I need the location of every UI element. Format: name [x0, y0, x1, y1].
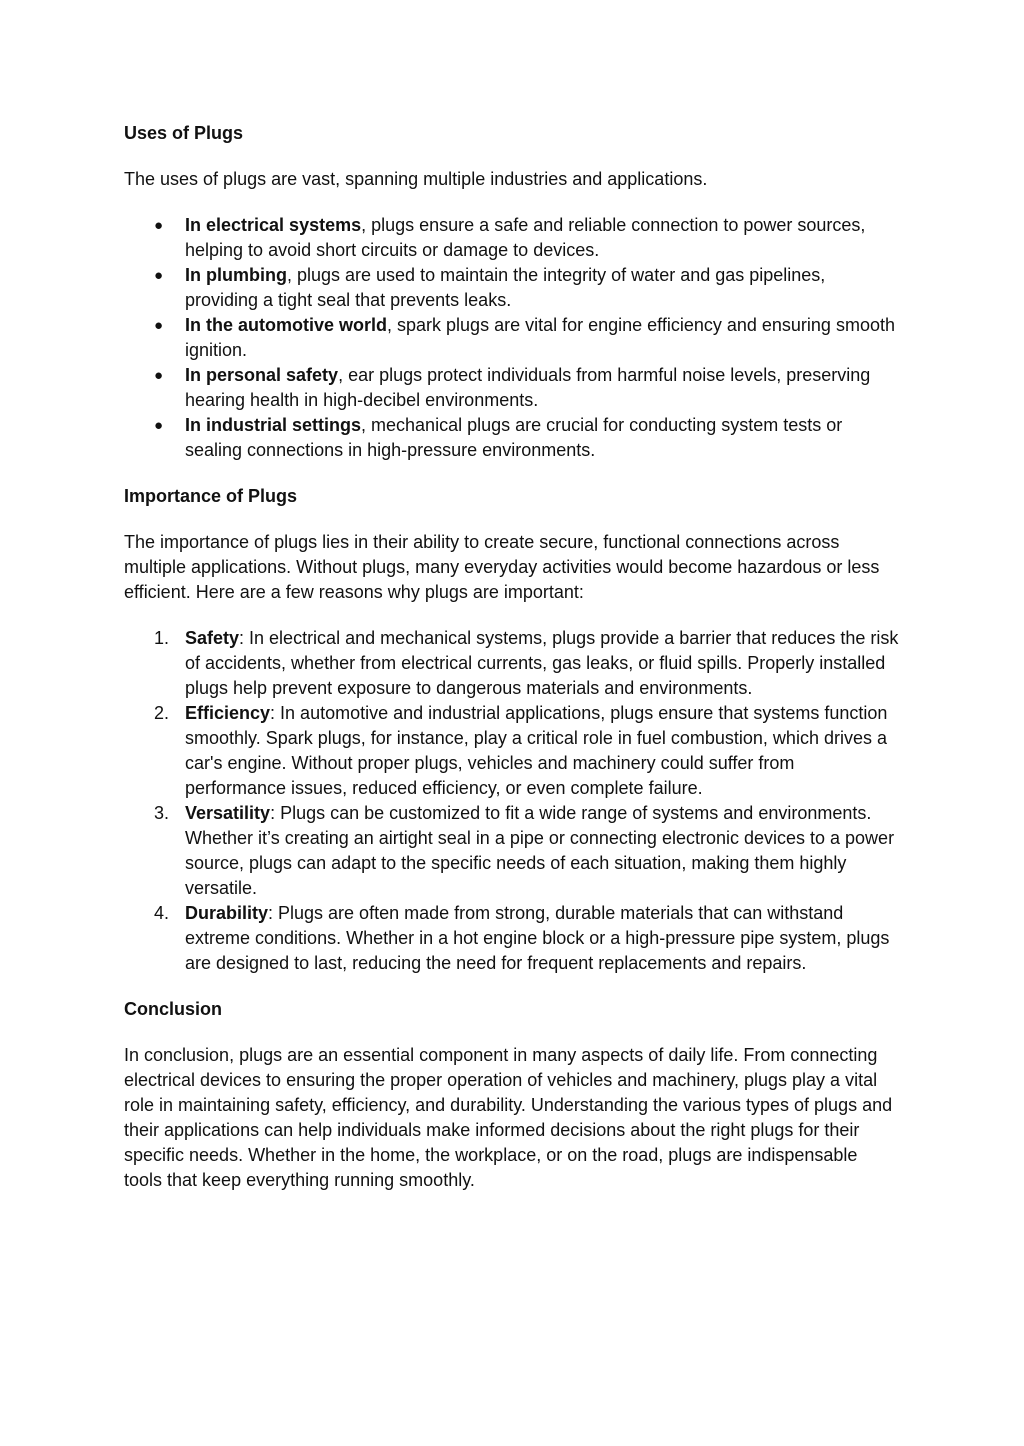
section-heading-conclusion: Conclusion — [124, 999, 222, 1019]
list-number: 4. — [154, 903, 170, 923]
list-item-bold: In industrial settings — [185, 415, 362, 435]
list-item-bold: Efficiency — [185, 703, 271, 723]
uses-intro-paragraph: The uses of plugs are vast, spanning multiple industries and applications. — [124, 169, 708, 189]
list-item-text: : Plugs can be customized to fit a wide range of systems and environments. Whether it’s creating an airtight seal in a pipe or connecting electronic devices to a power source, plugs can adapt to the specific needs of each situation, making them highly versatile. — [185, 803, 895, 898]
list-item-text: : Plugs are often made from strong, durable materials that can withstand extreme conditions. Whether in a hot engine block or a high-pressure pipe system, plugs are designed to last, reducing the need for frequent replacements and repairs. — [185, 903, 890, 973]
uses-bullet-list — [124, 213, 900, 463]
bullet-icon: ● — [154, 267, 164, 284]
list-number: 1. — [154, 628, 170, 648]
bullet-icon: ● — [154, 417, 164, 434]
list-item — [124, 263, 900, 313]
list-item-bold: Durability — [185, 903, 269, 923]
list-item-bold: In electrical systems — [185, 215, 362, 235]
list-item-text: , plugs ensure a safe and reliable connection to power sources, helping to avoid short circuits or damage to devices. — [185, 215, 866, 260]
list-item — [124, 626, 900, 701]
section-heading-uses: Uses of Plugs — [124, 123, 244, 143]
list-item — [124, 413, 900, 463]
section-heading-importance: Importance of Plugs — [124, 486, 298, 506]
list-item — [124, 313, 900, 363]
bullet-icon: ● — [154, 217, 164, 234]
list-item-text: , spark plugs are vital for engine efficiency and ensuring smooth ignition. — [185, 315, 895, 360]
list-item-bold: In the automotive world — [185, 315, 388, 335]
importance-intro-paragraph: The importance of plugs lies in their ability to create secure, functional connections across multiple applications. Without plugs, many everyday activities would become hazardous or less efficient. Here are a few reasons why plugs are important: — [124, 532, 880, 602]
list-item — [124, 213, 900, 263]
bullet-icon: ● — [154, 367, 164, 384]
list-item-bold: In plumbing — [185, 265, 287, 285]
list-item — [124, 363, 900, 413]
list-item — [124, 901, 900, 976]
document-page — [124, 121, 900, 1214]
list-item-text: : In electrical and mechanical systems, plugs provide a barrier that reduces the risk of accidents, whether from electrical currents, gas leaks, or fluid spills. Properly installed plugs help prevent exposure to dangerous materials and environments. — [185, 628, 899, 698]
list-item — [124, 701, 900, 801]
importance-numbered-list — [124, 626, 900, 976]
list-item-bold: Versatility — [185, 803, 271, 823]
list-number: 3. — [154, 803, 170, 823]
list-number: 2. — [154, 703, 170, 723]
list-item-text: , ear plugs protect individuals from harmful noise levels, preserving hearing health in high-decibel environments. — [185, 365, 871, 410]
bullet-icon: ● — [154, 317, 164, 334]
list-item-bold: In personal safety — [185, 365, 339, 385]
list-item-text: , mechanical plugs are crucial for conducting system tests or sealing connections in high-pressure environments. — [185, 415, 843, 460]
list-item-text: : In automotive and industrial applications, plugs ensure that systems function smoothly. Spark plugs, for instance, play a critical role in fuel combustion, which drives a car's engine. Without proper plugs, vehicles and machinery could suffer from performance issues, reduced efficiency, or even complete failure. — [185, 703, 888, 798]
list-item-bold: Safety — [185, 628, 240, 648]
list-item — [124, 801, 900, 901]
conclusion-paragraph: In conclusion, plugs are an essential component in many aspects of daily life. From connecting electrical devices to ensuring the proper operation of vehicles and machinery, plugs play a vital role in maintaining safety, efficiency, and durability. Understanding the various types of plugs and their applications can help individuals make informed decisions about the right plugs for their specific needs. Whether in the home, the workplace, or on the road, plugs are indispensable tools that keep everything running smoothly. — [124, 1045, 893, 1190]
list-item-text: , plugs are used to maintain the integrity of water and gas pipelines, providing a tight seal that prevents leaks. — [185, 265, 826, 310]
